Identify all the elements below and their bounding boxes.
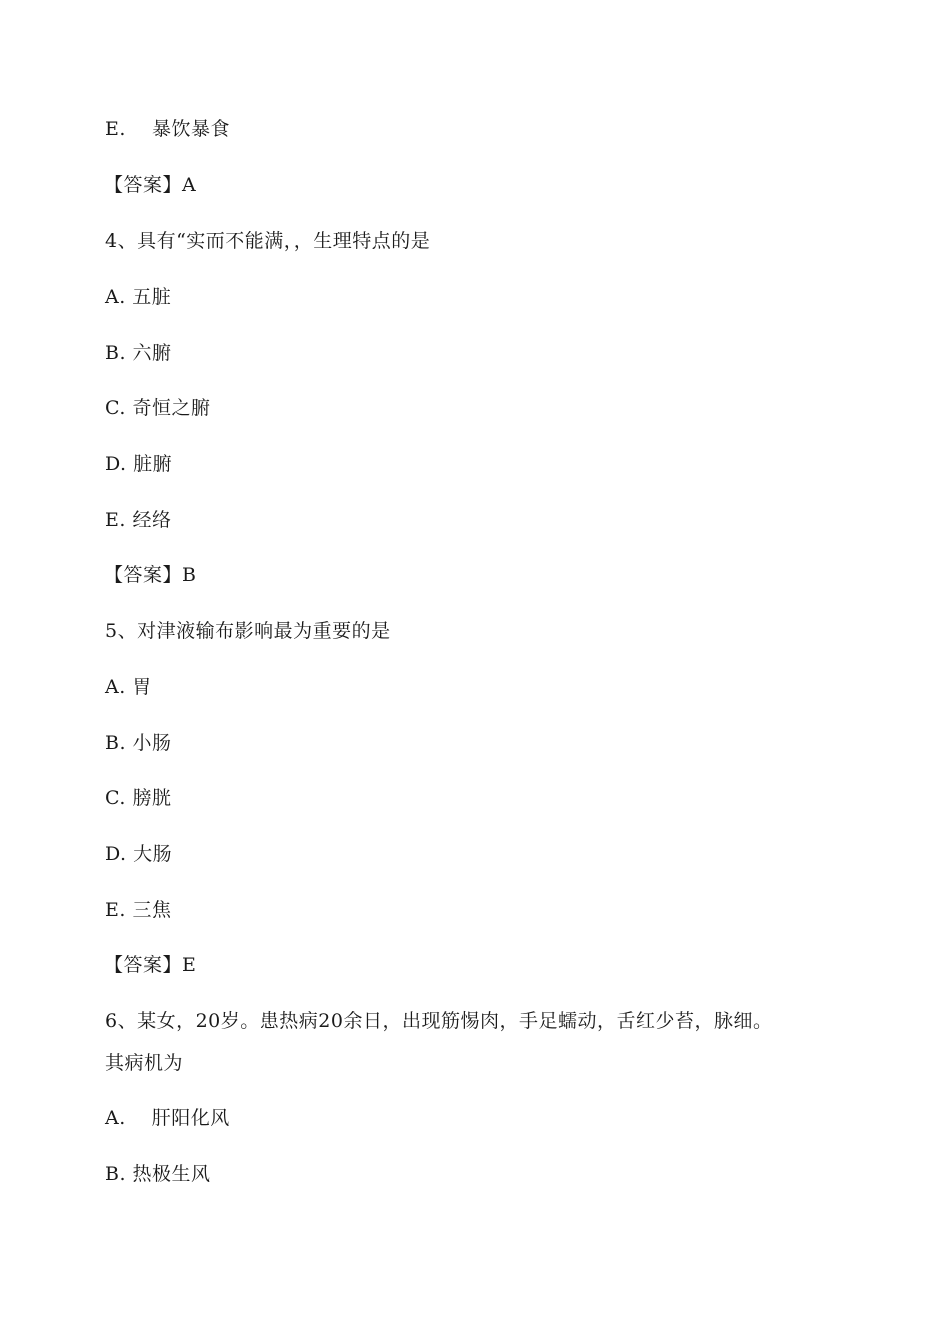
q5-option-a: A. 胃 xyxy=(105,676,152,698)
q6-question: 6、某女，20岁。患热病20余日，出现筋惕肉，手足蠕动，舌红少苔，脉细。 xyxy=(105,1010,773,1032)
q4-question: 4、具有“实而不能满，，生理特点的是 xyxy=(105,230,431,252)
q4-answer: 【答案】B xyxy=(104,564,197,586)
q5-question: 5、对津液输布影响最为重要的是 xyxy=(105,620,391,642)
q6-option-a: A. 肝阳化风 xyxy=(105,1107,230,1129)
q4-option-e: E. 经络 xyxy=(105,509,172,531)
q5-option-e: E. 三焦 xyxy=(105,899,172,921)
q5-option-c: C. 膀胱 xyxy=(105,787,172,809)
q5-answer: 【答案】E xyxy=(104,954,197,976)
q5-option-d: D. 大肠 xyxy=(105,843,173,865)
q6-question-continued: 其病机为 xyxy=(105,1052,184,1074)
q3-option-e: E. 暴饮暴食 xyxy=(105,118,230,140)
q4-option-c: C. 奇恒之腑 xyxy=(105,397,211,419)
q4-option-a: A. 五脏 xyxy=(105,286,172,308)
q3-answer: 【答案】A xyxy=(104,174,197,196)
q6-option-b: B. 热极生风 xyxy=(105,1163,211,1185)
q4-option-b: B. 六腑 xyxy=(105,342,172,364)
q4-option-d: D. 脏腑 xyxy=(105,453,173,475)
q5-option-b: B. 小肠 xyxy=(105,732,172,754)
